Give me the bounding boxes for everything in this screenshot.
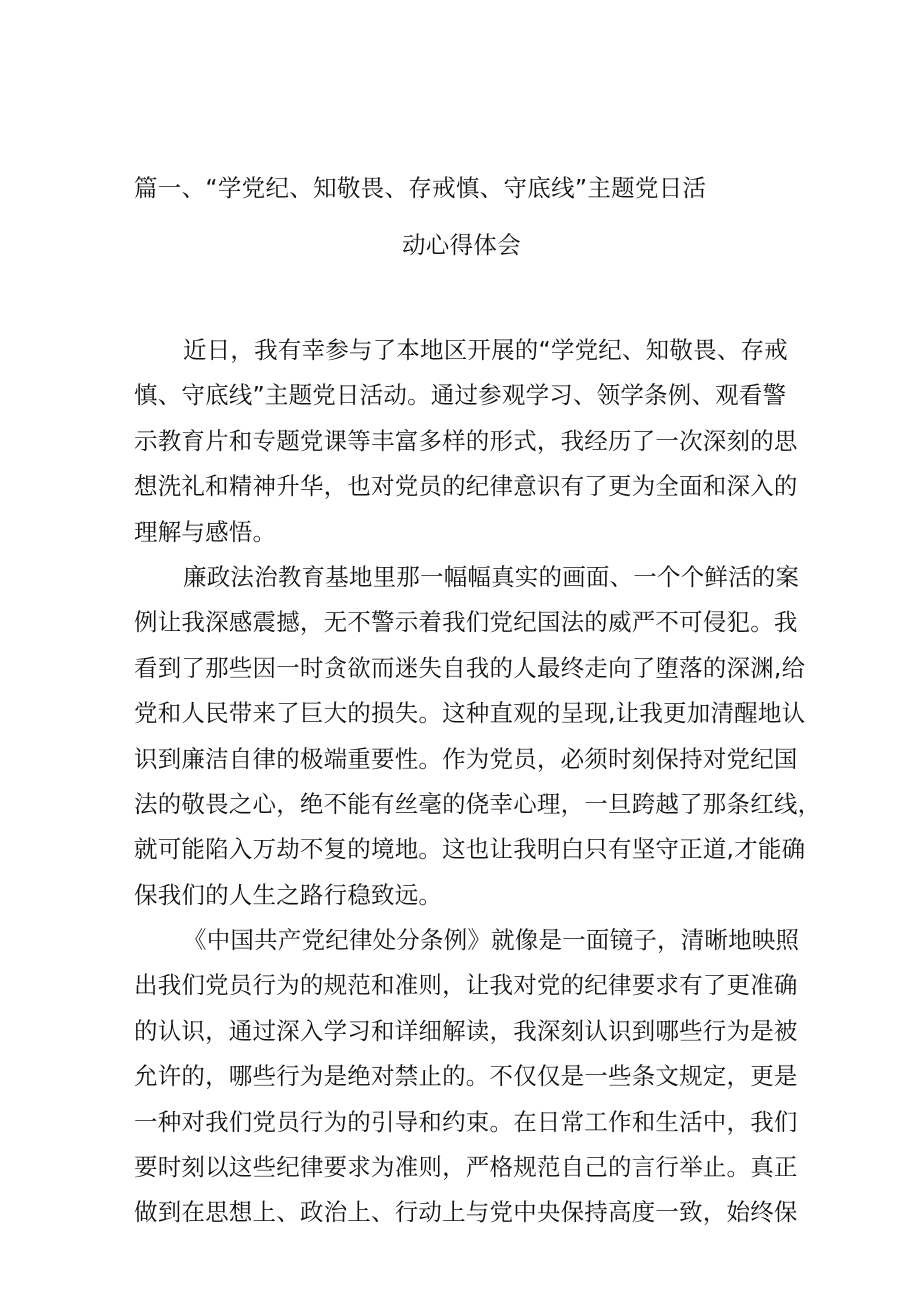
paragraph-1-line: 慎、守底线”主题党日活动。通过参观学习、领学条例、观看警 [134, 381, 787, 410]
paragraph-3-line: 出我们党员行为的规范和准则，让我对党的纪律要求有了更准确 [134, 971, 798, 1000]
paragraph-1-line: 想洗礼和精神升华，也对党员的纪律意识有了更为全面和深入的 [134, 472, 798, 501]
paragraph-2-line: 法的敬畏之心，绝不能有丝毫的侥幸心理，一旦跨越了那条红线， [134, 789, 822, 818]
paragraph-3-line: 一种对我们党员行为的引导和约束。在日常工作和生活中，我们 [134, 1107, 798, 1136]
paragraph-1-line: 近日，我有幸参与了本地区开展的“学党纪、知敬畏、存戒 [183, 336, 788, 364]
paragraph-3-line: 要时刻以这些纪律要求为准则，严格规范自己的言行举止。真正 [134, 1153, 798, 1182]
paragraph-2-line: 廉政法治教育基地里那一幅幅真实的画面、一个个鲜活的案 [183, 562, 800, 591]
paragraph-3-line: 做到在思想上、政治上、行动上与党中央保持高度一致，始终保 [134, 1198, 798, 1227]
document-title-line-1: 篇一、“学党纪、知敬畏、存戒慎、守底线”主题党日活 [134, 174, 707, 202]
paragraph-2-line: 例让我深感震撼，无不警示着我们党纪国法的威严不可侵犯。我 [134, 608, 798, 637]
paragraph-2-line: 就可能陷入万劫不复的境地。这也让我明白只有坚守正道,才能确 [134, 835, 806, 864]
paragraph-3-line: 允许的，哪些行为是绝对禁止的。不仅仅是一些条文规定，更是 [134, 1062, 798, 1091]
paragraph-2-line: 保我们的人生之路行稳致远。 [134, 880, 443, 909]
paragraph-2-line: 识到廉洁自律的极端重要性。作为党员，必须时刻保持对党纪国 [134, 744, 798, 773]
paragraph-3-line: 的认识，通过深入学习和详细解读，我深刻认识到哪些行为是被 [134, 1016, 798, 1045]
paragraph-2-line: 党和人民带来了巨大的损失。这种直观的呈现,让我更加清醒地认 [134, 699, 806, 728]
document-title-line-2: 动心得体会 [402, 231, 521, 259]
paragraph-2-line: 看到了那些因一时贪欲而迷失自我的人最终走向了堕落的深渊,给 [134, 653, 806, 682]
paragraph-3-line: 《中国共产党纪律处分条例》就像是一面镜子，清晰地映照 [183, 926, 800, 955]
paragraph-1-line: 示教育片和专题党课等丰富多样的形式，我经历了一次深刻的思 [134, 426, 798, 455]
document-body [134, 328, 822, 1236]
paragraph-1-line: 理解与感悟。 [134, 517, 277, 546]
